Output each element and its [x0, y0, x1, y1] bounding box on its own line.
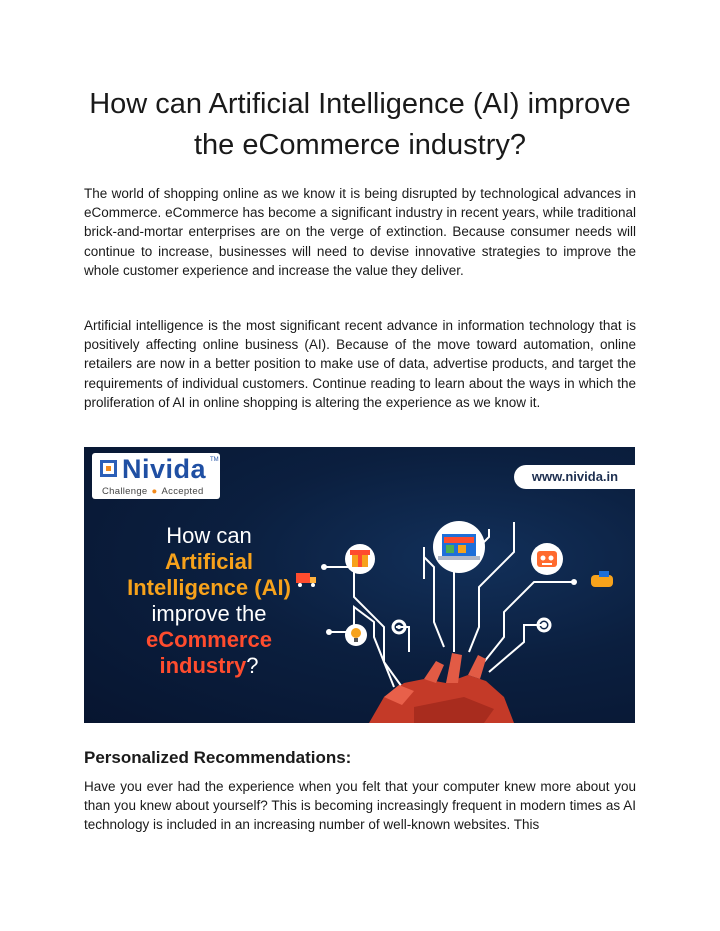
- robot-icon: [531, 543, 563, 575]
- headline-line-2: Artificial: [164, 549, 254, 574]
- handshake-icon: [591, 571, 613, 587]
- headline-line-5: eCommerce: [146, 627, 272, 652]
- article-banner-image: [84, 447, 635, 723]
- headline-line-4: improve the: [151, 601, 267, 626]
- nivida-logo: [92, 453, 220, 499]
- gift-box-icon: [345, 544, 375, 574]
- headline-question-mark: ?: [246, 653, 259, 678]
- online-store-icon: [433, 521, 485, 573]
- robotic-hand-icon: [369, 653, 514, 723]
- document-title: How can Artificial Intelligence (AI) improve the eCommerce industry?: [89, 88, 631, 161]
- website-url-badge: www.nivida.in: [514, 465, 635, 489]
- logo-tagline-left: Challenge: [102, 486, 148, 497]
- intro-paragraph: The world of shopping online as we know it is being disrupted by technological advances in eCommerce. eCommerce has become a significant industry in recent years, while traditional brick-and-mortar enterprises are on the verge of extinction. Because consumer needs will continue to increase, businesses will need to devise innovative strategies to improve the whole customer experience and increase the value they deliver.: [84, 186, 636, 278]
- headline-word-industry: industry: [159, 653, 247, 678]
- lightbulb-icon: [345, 624, 367, 646]
- logo-mark-icon: [100, 460, 117, 477]
- ai-paragraph: Artificial intelligence is the most significant recent advance in information technology that is positively affecting online business (AI). Because of the move toward automation, online retailers are now in a better position to make use of data, advertise products, and target the requirements of individual customers. Continue reading to learn about the ways in which the proliferation of AI in online shopping is altering the experience as we know it.: [84, 318, 636, 410]
- headline-line-1: How can: [166, 523, 252, 548]
- logo-tagline: [102, 486, 204, 497]
- headline-line-6: [104, 653, 314, 679]
- section-paragraph: Have you ever had the experience when you felt that your computer knew more about you than you knew about yourself? This is becoming increasingly frequent in modern times as AI technology is included in an increasing number of well-known websites. This: [84, 779, 636, 833]
- banner-headline: [104, 523, 314, 679]
- tagline-dot-icon: ●: [151, 486, 158, 497]
- logo-tagline-right: Accepted: [161, 486, 204, 497]
- headline-line-3: Intelligence (AI): [127, 575, 291, 600]
- section-heading: Personalized Recommendations:: [84, 748, 352, 767]
- logo-trademark: TM: [210, 457, 219, 463]
- logo-name: Nivida: [122, 454, 207, 484]
